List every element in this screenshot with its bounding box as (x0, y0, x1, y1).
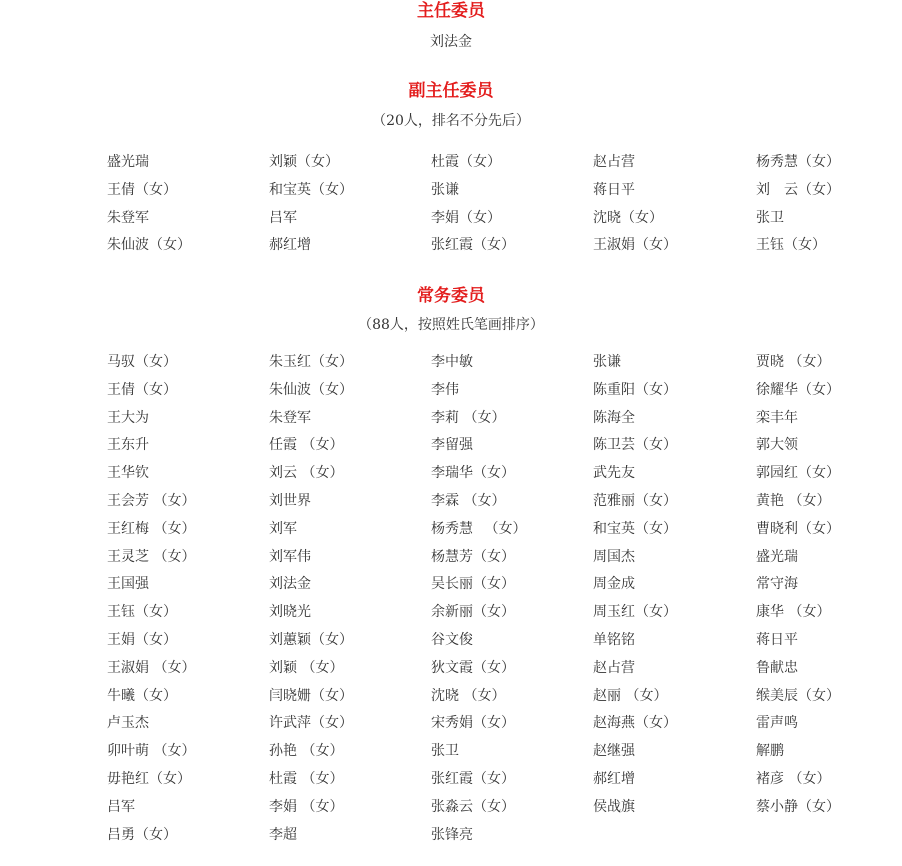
member-name: 刘军伟 (269, 548, 311, 565)
member-name: 王红梅 （女） (107, 520, 196, 537)
member-name: 贾晓 （女） (756, 354, 831, 370)
member-name: 雷声鸣 (756, 715, 798, 732)
member-name: 朱登军 (269, 409, 311, 426)
member-name: 盛光瑞 (107, 154, 149, 170)
member-name: 卢玉杰 (107, 715, 149, 732)
member-name: 蔡小静（女） (756, 798, 840, 815)
member-name: 朱仙波（女） (269, 381, 353, 398)
member-name: 许武萍（女） (269, 715, 353, 732)
member-name: 张谦 (593, 354, 621, 370)
member-name: 任霞 （女） (269, 437, 344, 454)
standing-member-note: （88人，按照姓氏笔画排序） (358, 317, 544, 333)
member-name: 单铭铭 (593, 631, 635, 648)
member-name: 赵占营 (593, 154, 635, 170)
member-name: 赵继强 (593, 743, 635, 760)
member-name: 吴长丽（女） (431, 576, 515, 593)
member-name: 刘法金 (269, 576, 311, 593)
member-name: 缑美辰（女） (756, 687, 840, 704)
member-name: 李伟 (431, 381, 459, 398)
member-name: 王会芳 （女） (107, 492, 196, 509)
member-name: 王淑娟 （女） (107, 659, 196, 676)
member-name: 狄文霞（女） (431, 659, 515, 676)
member-name: 郭大领 (756, 437, 798, 454)
member-name: 周金成 (593, 576, 635, 593)
member-name: 褚彦 （女） (756, 770, 831, 787)
member-name: 朱玉红（女） (269, 354, 353, 370)
director-heading: 主任委员 (417, 1, 485, 21)
member-name: 黄艳 （女） (756, 492, 831, 509)
member-name: 赵占营 (593, 659, 635, 676)
vice-director-grid (107, 153, 867, 264)
member-name: 张卫 (431, 743, 459, 760)
member-name: 刘颖（女） (269, 154, 339, 170)
member-name: 张谦 (431, 181, 459, 198)
member-name: 范雅丽（女） (593, 492, 677, 509)
member-name: 张红霞（女） (431, 770, 515, 787)
member-name: 刘世界 (269, 492, 311, 509)
member-name: 李瑞华（女） (431, 465, 515, 482)
member-name: 和宝英（女） (269, 181, 353, 198)
member-name: 蒋日平 (593, 181, 635, 198)
member-name: 王大为 (107, 409, 149, 426)
member-name: 张淼云（女） (431, 798, 515, 815)
member-name: 周国杰 (593, 548, 635, 565)
director-name: 刘法金 (430, 34, 472, 50)
member-name: 周玉红（女） (593, 604, 677, 621)
member-name: 郭园红（女） (756, 465, 840, 482)
member-name: 杨秀慧（女） (756, 154, 840, 170)
member-name: 杨慧芳（女） (431, 548, 515, 565)
member-name: 杨秀慧 （女） (431, 520, 527, 537)
member-name: 王倩（女） (107, 381, 177, 398)
member-name: 侯战旗 (593, 798, 635, 815)
member-name: 宋秀娟（女） (431, 715, 515, 732)
member-name: 孙艳 （女） (269, 743, 344, 760)
member-name: 吕军 (269, 209, 297, 226)
member-name: 鲁献忠 (756, 659, 798, 676)
member-name: 和宝英（女） (593, 520, 677, 537)
member-name: 吕军 (107, 798, 135, 815)
member-name: 盛光瑞 (756, 548, 798, 565)
member-name: 朱登军 (107, 209, 149, 226)
member-name: 李留强 (431, 437, 473, 454)
member-name: 李莉 （女） (431, 409, 506, 426)
member-name: 王倩（女） (107, 181, 177, 198)
member-name: 谷文俊 (431, 631, 473, 648)
member-name: 陈卫芸（女） (593, 437, 677, 454)
member-name: 郝红增 (269, 237, 311, 254)
member-name: 蒋日平 (756, 631, 798, 648)
member-name: 朱仙波（女） (107, 237, 191, 254)
member-name: 沈晓（女） (593, 209, 663, 226)
member-name: 张锋亮 (431, 826, 473, 843)
member-name: 王东升 (107, 437, 149, 454)
standing-member-heading: 常务委员 (417, 286, 485, 306)
member-name: 卯叶萌 （女） (107, 743, 196, 760)
member-name: 武先友 (593, 465, 635, 482)
member-name: 李中敏 (431, 354, 473, 370)
member-name: 王娟（女） (107, 631, 177, 648)
member-name: 李娟（女） (431, 209, 501, 226)
member-name: 王灵芝 （女） (107, 548, 196, 565)
member-name: 刘颖 （女） (269, 659, 344, 676)
standing-member-grid (107, 353, 867, 853)
member-name: 吕勇（女） (107, 826, 177, 843)
vice-director-note: （20人，排名不分先后） (372, 113, 530, 129)
member-name: 闫晓姗（女） (269, 687, 353, 704)
member-name: 张卫 (756, 209, 784, 226)
member-name: 李霖 （女） (431, 492, 506, 509)
member-name: 王淑娟（女） (593, 237, 677, 254)
member-name: 杜霞 （女） (269, 770, 344, 787)
member-name: 赵丽 （女） (593, 687, 668, 704)
member-name: 李娟 （女） (269, 798, 344, 815)
member-name: 张红霞（女） (431, 237, 515, 254)
member-name: 郝红增 (593, 770, 635, 787)
member-name: 栾丰年 (756, 409, 798, 426)
member-name: 杜霞（女） (431, 154, 501, 170)
member-name: 刘蕙颖（女） (269, 631, 353, 648)
member-name: 常守海 (756, 576, 798, 593)
member-name: 王华钦 (107, 465, 149, 482)
member-name: 李超 (269, 826, 297, 843)
member-name: 刘 云（女） (756, 181, 840, 198)
member-name: 王国强 (107, 576, 149, 593)
member-name: 沈晓 （女） (431, 687, 506, 704)
vice-director-heading: 副主任委员 (408, 81, 494, 101)
member-name: 赵海燕（女） (593, 715, 677, 732)
member-name: 毋艳红（女） (107, 770, 191, 787)
member-name: 王钰（女） (107, 604, 177, 621)
member-name: 解鹏 (756, 743, 784, 760)
member-name: 王钰（女） (756, 237, 826, 254)
member-name: 康华 （女） (756, 604, 831, 621)
member-name: 陈重阳（女） (593, 381, 677, 398)
member-name (593, 826, 756, 854)
member-name: 陈海全 (593, 409, 635, 426)
member-name: 马驭（女） (107, 354, 177, 370)
member-name: 徐耀华（女） (756, 381, 840, 398)
member-name: 余新丽（女） (431, 604, 515, 621)
member-name: 刘军 (269, 520, 297, 537)
member-name: 曹晓利（女） (756, 520, 840, 537)
member-name: 刘晓光 (269, 604, 311, 621)
member-name: 刘云 （女） (269, 465, 344, 482)
member-name: 牛曦（女） (107, 687, 177, 704)
member-name (756, 826, 866, 854)
